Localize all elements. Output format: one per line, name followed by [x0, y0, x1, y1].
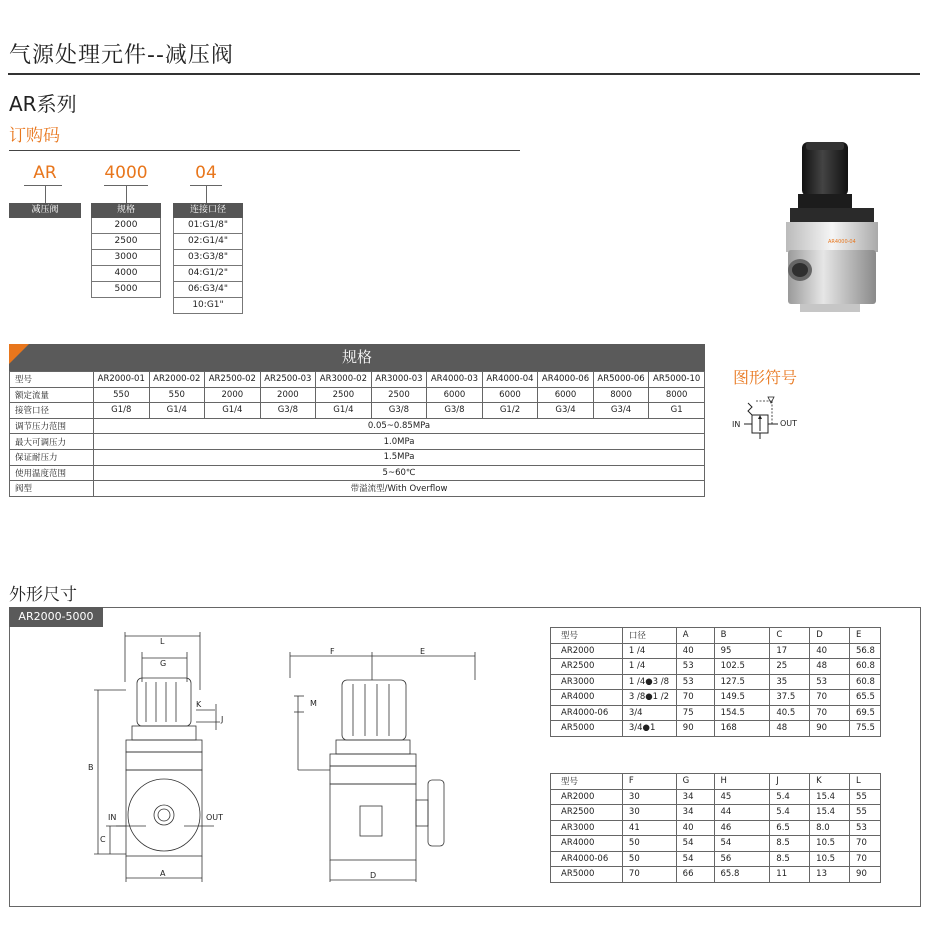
column-header: E: [849, 628, 880, 644]
table-row: [10, 372, 705, 388]
table-header-row: [551, 628, 881, 644]
table-cell: 50: [622, 836, 676, 852]
flow-cell: 2500: [316, 387, 372, 403]
flow-cell: 6000: [482, 387, 538, 403]
table-cell: AR4000: [551, 836, 623, 852]
row-label: 型号: [10, 372, 94, 388]
model-cell: AR4000-04: [482, 372, 538, 388]
table-row: [551, 851, 881, 867]
row-label: 最大可调压力: [10, 434, 94, 450]
spec-title: 规格: [341, 348, 372, 366]
dim-label-f: F: [330, 647, 335, 656]
order-divider: [9, 150, 520, 151]
dim-label-e: E: [420, 647, 426, 656]
table-row: [10, 403, 705, 419]
symbol-in-label: IN: [732, 420, 741, 429]
table-cell: 40: [676, 820, 714, 836]
symbol-heading: 图形符号: [733, 368, 798, 387]
flow-cell: 2000: [260, 387, 316, 403]
table-cell: 15.4: [810, 805, 850, 821]
table-cell: 1 /4: [622, 659, 676, 675]
flow-cell: 8000: [593, 387, 649, 403]
table-row: [551, 721, 881, 737]
model-cell: AR5000-10: [649, 372, 705, 388]
port-option: 10:G1": [173, 298, 243, 314]
table-cell: 3/4: [622, 705, 676, 721]
row-label: 保证耐压力: [10, 449, 94, 465]
column-header: K: [810, 774, 850, 790]
order-code-size: 4000: [104, 163, 148, 183]
table-cell: 48: [810, 659, 850, 675]
table-cell: 90: [850, 867, 881, 883]
flow-cell: 550: [149, 387, 205, 403]
table-cell: 54: [714, 836, 770, 852]
table-cell: 65.5: [849, 690, 880, 706]
port-option: 01:G1/8": [173, 218, 243, 234]
table-cell: 70: [810, 705, 850, 721]
table-cell: AR2500: [551, 805, 623, 821]
code-connector: [126, 186, 127, 203]
table-cell: AR4000-06: [551, 851, 623, 867]
table-cell: AR2000: [551, 789, 623, 805]
port-options: [173, 218, 243, 314]
table-cell: 34: [676, 789, 714, 805]
row-label: 额定流量: [10, 387, 94, 403]
table-cell: 40: [676, 643, 714, 659]
dim-label-l: L: [160, 637, 165, 646]
table-cell: 8.0: [810, 820, 850, 836]
table-cell: 90: [810, 721, 850, 737]
table-row: [551, 674, 881, 690]
row-label: 阀型: [10, 481, 94, 497]
valve-type-value: 带溢流型/With Overflow: [94, 481, 705, 497]
table-cell: 25: [770, 659, 810, 675]
table-cell: 40: [810, 643, 850, 659]
column-header: D: [810, 628, 850, 644]
dim-label-c: C: [100, 835, 106, 844]
table-row: [10, 465, 705, 481]
table-cell: 69.5: [849, 705, 880, 721]
dim-label-out: OUT: [206, 813, 224, 822]
table-cell: 3/4●1: [622, 721, 676, 737]
table-cell: 70: [850, 851, 881, 867]
max-pressure-value: 1.0MPa: [94, 434, 705, 450]
dim-label-in: IN: [108, 813, 117, 822]
table-cell: 102.5: [714, 659, 770, 675]
table-cell: 15.4: [810, 789, 850, 805]
port-cell: G1: [649, 403, 705, 419]
table-cell: 53: [850, 820, 881, 836]
model-cell: AR3000-02: [316, 372, 372, 388]
code-underline: [24, 185, 62, 186]
table-cell: 37.5: [770, 690, 810, 706]
product-model-label: AR4000-04: [828, 239, 856, 245]
table-cell: 34: [676, 805, 714, 821]
table-cell: 54: [676, 836, 714, 852]
size-option: 2000: [91, 218, 161, 234]
table-row: [551, 805, 881, 821]
table-cell: 5.4: [770, 789, 810, 805]
table-row: [551, 705, 881, 721]
dim-label-k: K: [196, 700, 202, 709]
table-row: [10, 481, 705, 497]
model-cell: AR2500-03: [260, 372, 316, 388]
flow-cell: 6000: [427, 387, 483, 403]
flow-cell: 6000: [538, 387, 594, 403]
table-cell: 127.5: [714, 674, 770, 690]
table-cell: 13: [810, 867, 850, 883]
series-title: AR系列: [9, 92, 77, 116]
table-row: [551, 789, 881, 805]
group-header-valve: 减压阀: [9, 203, 81, 218]
table-cell: 70: [810, 690, 850, 706]
table-cell: 90: [676, 721, 714, 737]
flow-cell: 550: [94, 387, 150, 403]
column-header: F: [622, 774, 676, 790]
table-cell: 10.5: [810, 851, 850, 867]
model-cell: AR2500-02: [205, 372, 261, 388]
size-options: [91, 218, 161, 298]
pressure-range-value: 0.05~0.85MPa: [94, 418, 705, 434]
model-cell: AR2000-01: [94, 372, 150, 388]
dimensions-heading: 外形尺寸: [9, 585, 77, 605]
size-option: 5000: [91, 282, 161, 298]
group-header-port: 连接口径: [173, 203, 243, 218]
port-option: 04:G1/2": [173, 266, 243, 282]
port-cell: G1/2: [482, 403, 538, 419]
model-cell: AR5000-06: [593, 372, 649, 388]
table-row: [551, 820, 881, 836]
page-title: 气源处理元件--减压阀: [9, 43, 234, 68]
table-cell: 95: [714, 643, 770, 659]
table-cell: 60.8: [849, 659, 880, 675]
dim-label-m: M: [310, 699, 317, 708]
column-header: 口径: [622, 628, 676, 644]
port-cell: G1/4: [149, 403, 205, 419]
temperature-value: 5~60℃: [94, 465, 705, 481]
table-cell: AR3000: [551, 674, 623, 690]
model-cell: AR3000-03: [371, 372, 427, 388]
size-option: 4000: [91, 266, 161, 282]
proof-pressure-value: 1.5MPa: [94, 449, 705, 465]
row-label: 使用温度范围: [10, 465, 94, 481]
table-cell: 8.5: [770, 836, 810, 852]
table-cell: 70: [850, 836, 881, 852]
table-row: [10, 449, 705, 465]
table-cell: 75: [676, 705, 714, 721]
spec-header: [9, 344, 705, 371]
regulator-symbol-icon: [730, 395, 810, 445]
table-row: [551, 659, 881, 675]
table-cell: 45: [714, 789, 770, 805]
spec-table: [9, 371, 705, 497]
table-cell: 41: [622, 820, 676, 836]
order-code-heading: 订购码: [9, 126, 60, 146]
title-divider: [8, 73, 920, 75]
table-cell: 54: [676, 851, 714, 867]
model-cell: AR2000-02: [149, 372, 205, 388]
column-header: J: [770, 774, 810, 790]
flow-cell: 2000: [205, 387, 261, 403]
table-cell: 11: [770, 867, 810, 883]
port-cell: G1/4: [316, 403, 372, 419]
dim-label-j: J: [221, 715, 224, 724]
dim-label-a: A: [160, 869, 166, 878]
column-header: 型号: [551, 628, 623, 644]
table-cell: AR5000: [551, 721, 623, 737]
table-cell: 35: [770, 674, 810, 690]
order-code-port: 04: [195, 163, 217, 183]
model-cell: AR4000-03: [427, 372, 483, 388]
table-cell: 1 /4: [622, 643, 676, 659]
table-cell: 8.5: [770, 851, 810, 867]
dim-label-g: G: [160, 659, 167, 668]
table-cell: 65.8: [714, 867, 770, 883]
table-cell: AR2500: [551, 659, 623, 675]
table-cell: 50: [622, 851, 676, 867]
table-cell: 30: [622, 805, 676, 821]
table-cell: 70: [622, 867, 676, 883]
port-cell: G3/8: [260, 403, 316, 419]
table-cell: 6.5: [770, 820, 810, 836]
dim-label-d: D: [370, 871, 377, 880]
port-cell: G3/8: [427, 403, 483, 419]
dimension-table-2: [550, 773, 881, 883]
table-cell: 60.8: [849, 674, 880, 690]
table-cell: 53: [810, 674, 850, 690]
table-cell: 66: [676, 867, 714, 883]
port-cell: G3/4: [538, 403, 594, 419]
table-cell: AR4000-06: [551, 705, 623, 721]
port-cell: G3/4: [593, 403, 649, 419]
port-option: 06:G3/4": [173, 282, 243, 298]
table-cell: 154.5: [714, 705, 770, 721]
table-cell: 5.4: [770, 805, 810, 821]
port-cell: G1/8: [94, 403, 150, 419]
group-header-size: 规格: [91, 203, 161, 218]
table-header-row: [551, 774, 881, 790]
code-connector: [45, 186, 46, 203]
port-option: 02:G1/4": [173, 234, 243, 250]
table-cell: 55: [850, 789, 881, 805]
column-header: C: [770, 628, 810, 644]
table-cell: 53: [676, 659, 714, 675]
table-cell: 56: [714, 851, 770, 867]
column-header: 型号: [551, 774, 623, 790]
table-cell: 168: [714, 721, 770, 737]
order-code-series: AR: [33, 163, 57, 183]
table-cell: 10.5: [810, 836, 850, 852]
column-header: A: [676, 628, 714, 644]
column-header: H: [714, 774, 770, 790]
port-cell: G1/4: [205, 403, 261, 419]
table-row: [10, 387, 705, 403]
table-cell: 1 /4●3 /8: [622, 674, 676, 690]
table-cell: AR4000: [551, 690, 623, 706]
dimensions-tab: AR2000-5000: [9, 607, 103, 627]
column-header: G: [676, 774, 714, 790]
front-view-drawing: [80, 630, 260, 892]
table-cell: AR5000: [551, 867, 623, 883]
table-row: [551, 643, 881, 659]
table-row: [551, 836, 881, 852]
dimension-table-1: [550, 627, 881, 737]
table-row: [551, 690, 881, 706]
table-cell: AR3000: [551, 820, 623, 836]
table-cell: 30: [622, 789, 676, 805]
table-cell: AR2000: [551, 643, 623, 659]
dim-label-b: B: [88, 763, 94, 772]
flow-cell: 2500: [371, 387, 427, 403]
size-option: 2500: [91, 234, 161, 250]
table-cell: 75.5: [849, 721, 880, 737]
table-cell: 70: [676, 690, 714, 706]
table-row: [551, 867, 881, 883]
side-view-drawing: [280, 640, 520, 892]
table-cell: 17: [770, 643, 810, 659]
product-image: [770, 130, 890, 320]
table-cell: 3 /8●1 /2: [622, 690, 676, 706]
port-cell: G3/8: [371, 403, 427, 419]
table-row: [10, 418, 705, 434]
table-cell: 44: [714, 805, 770, 821]
size-option: 3000: [91, 250, 161, 266]
row-label: 接管口径: [10, 403, 94, 419]
table-row: [10, 434, 705, 450]
table-cell: 56.8: [849, 643, 880, 659]
flow-cell: 8000: [649, 387, 705, 403]
table-cell: 55: [850, 805, 881, 821]
table-cell: 48: [770, 721, 810, 737]
row-label: 调节压力范围: [10, 418, 94, 434]
table-cell: 40.5: [770, 705, 810, 721]
table-cell: 46: [714, 820, 770, 836]
table-cell: 53: [676, 674, 714, 690]
code-connector: [206, 186, 207, 203]
table-cell: 149.5: [714, 690, 770, 706]
model-cell: AR4000-06: [538, 372, 594, 388]
symbol-out-label: OUT: [780, 419, 798, 428]
column-header: L: [850, 774, 881, 790]
column-header: B: [714, 628, 770, 644]
port-option: 03:G3/8": [173, 250, 243, 266]
